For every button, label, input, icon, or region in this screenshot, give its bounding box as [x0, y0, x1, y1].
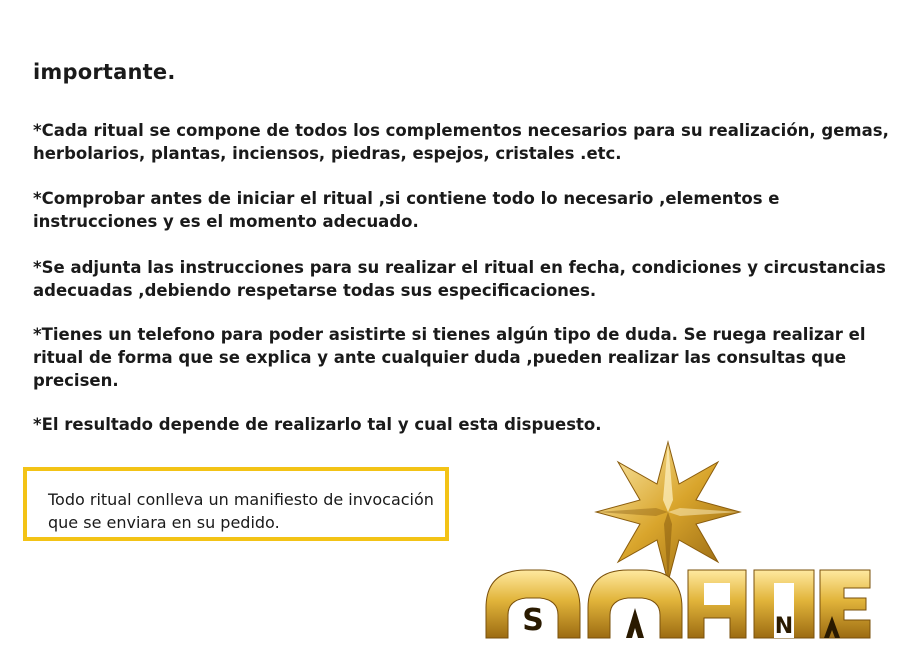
logo-wordmark: [486, 570, 870, 639]
gold-star-icon: [596, 442, 740, 582]
paragraph-resultado: *El resultado depende de realizarlo tal y cual esta dispuesto.: [33, 415, 602, 434]
paragraph-comprobar: *Comprobar antes de iniciar el ritual ,si contiene todo lo necesario ,elementos e instrucciones y es el momento adecuado.: [33, 189, 780, 231]
notice-text: Todo ritual conlleva un manifiesto de invocación que se enviara en su pedido.: [48, 490, 434, 532]
svg-text:N: N: [774, 614, 794, 639]
page-title: importante.: [33, 60, 176, 84]
notice-box: [23, 467, 449, 541]
paragraph-telefono: *Tienes un telefono para poder asistirte si tienes algún tipo de duda. Se ruega realizar el ritual de forma que se explica y ante cualquier duda ,pueden realizar las consultas que precisen.: [33, 325, 866, 390]
sarnae-logo: [478, 440, 878, 646]
paragraph-complementos: *Cada ritual se compone de todos los complementos necesarios para su realización, gemas, herbolarios, plantas, inciensos, piedras, espejos, cristales .etc.: [33, 121, 889, 163]
paragraph-instrucciones: *Se adjunta las instrucciones para su realizar el ritual en fecha, condiciones y circustancias adecuadas ,debiendo respetarse todas sus especificaciones.: [33, 258, 886, 300]
svg-text:S: S: [522, 603, 544, 638]
